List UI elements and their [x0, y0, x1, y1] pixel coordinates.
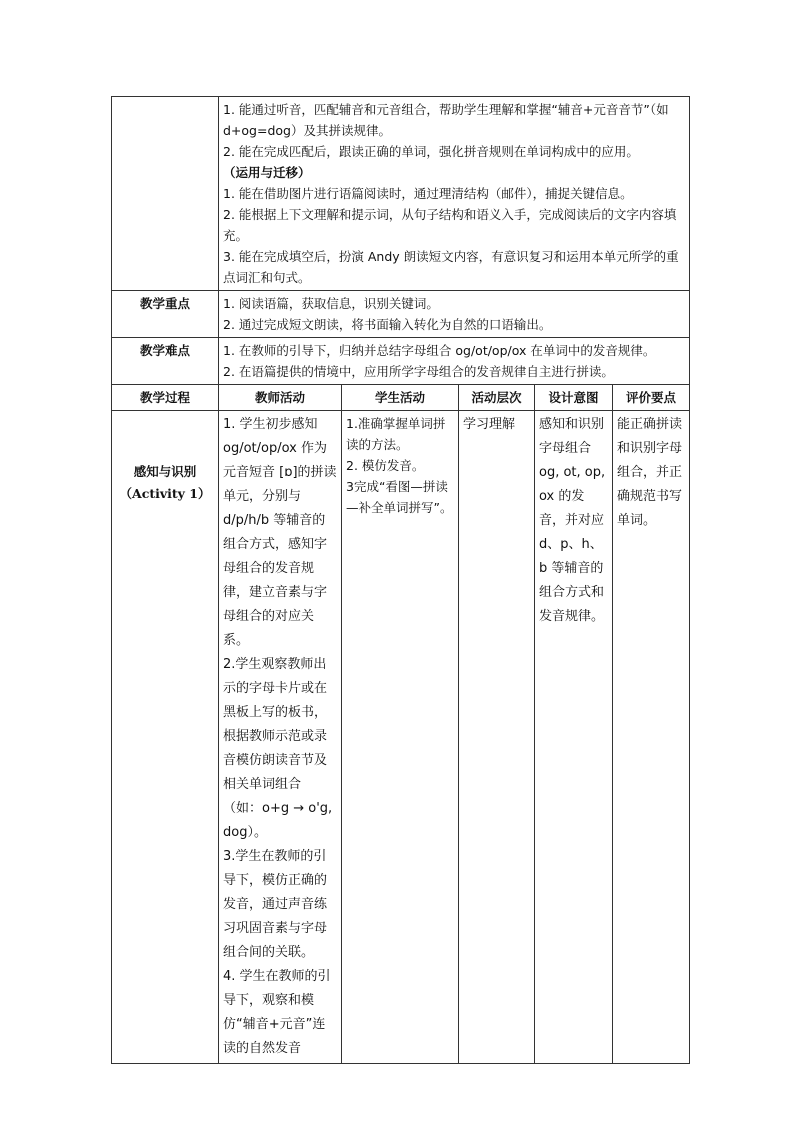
key-points-content: [219, 291, 690, 338]
activity1-level-cell: [459, 411, 535, 1064]
activity1-stage-cell: [112, 411, 219, 1064]
header-design-intent: 设计意图: [535, 385, 613, 411]
student-step: 2. 模仿发音。: [346, 458, 425, 473]
key-points-label: 教学重点: [112, 291, 219, 338]
evaluation-points: 能正确拼读和识别字母组合，并正确规范书写单词。: [617, 417, 683, 528]
objective-line: 3. 能在完成填空后，扮演 Andy 朗读短文内容，有意识复习和运用本单元所学的重点词汇和句式。: [223, 249, 679, 285]
objective-subheading: （运用与迁移）: [223, 165, 311, 180]
objective-line: 2. 能在完成匹配后，跟读正确的单词，强化拼音规则在单词构成中的应用。: [223, 144, 639, 159]
activity1-evaluation-cell: [613, 411, 690, 1064]
student-step: 3完成“看图—拼读—补全单词拼写”。: [346, 479, 453, 515]
lesson-plan-table: [111, 96, 690, 1064]
objectives-label-cell: [112, 97, 219, 291]
activity1-intent-cell: [535, 411, 613, 1064]
activity1-row: [112, 411, 690, 1064]
difficulties-content: [219, 338, 690, 385]
objectives-row: [112, 97, 690, 291]
header-process: 教学过程: [112, 385, 219, 411]
difficulty-line: 2. 在语篇提供的情境中，应用所学字母组合的发音规律自主进行拼读。: [223, 364, 614, 379]
header-activity-level: 活动层次: [459, 385, 535, 411]
activity1-student-cell: [342, 411, 459, 1064]
key-points-row: [112, 291, 690, 338]
difficulty-line: 1. 在教师的引导下，归纳并总结字母组合 og/ot/op/ox 在单词中的发音规律。: [223, 343, 656, 358]
process-header-row: [112, 385, 690, 411]
teacher-step: 3.学生在教师的引导下，模仿正确的发音，通过声音练习巩固音素与字母组合间的关联。: [223, 849, 328, 960]
key-point-line: 1. 阅读语篇，获取信息，识别关键词。: [223, 296, 439, 311]
design-intent: 感知和识别字母组合 og, ot, op, ox 的发音，并对应 d、p、h、b 等辅音的组合方式和发音规律。: [539, 417, 606, 624]
activity-level: 学习理解: [463, 417, 516, 432]
header-student-activity: 学生活动: [342, 385, 459, 411]
activity1-teacher-cell: [219, 411, 342, 1064]
difficulties-label: 教学难点: [112, 338, 219, 385]
student-step: 1.准确掌握单词拼读的方法。: [346, 416, 446, 452]
header-teacher-activity: 教师活动: [219, 385, 342, 411]
objectives-content: [219, 97, 690, 291]
teacher-step: 2.学生观察教师出示的字母卡片或在黑板上写的板书，根据教师示范或录音模仿朗读音节及相关单词组合（如：o+g → o'g, dog）。: [223, 657, 333, 840]
header-evaluation: 评价要点: [613, 385, 690, 411]
key-point-line: 2. 通过完成短文朗读，将书面输入转化为自然的口语输出。: [223, 317, 552, 332]
objective-line: 1. 能通过听音，匹配辅音和元音组合，帮助学生理解和掌握“辅音+元音音节”（如 d+og=dog）及其拼读规律。: [223, 102, 669, 138]
objective-line: 1. 能在借助图片进行语篇阅读时，通过理清结构（邮件），捕捉关键信息。: [223, 186, 633, 201]
activity1-stage-sub: （Activity 1）: [119, 486, 211, 501]
objective-line: 2. 能根据上下文理解和提示词，从句子结构和语义入手，完成阅读后的文字内容填充。: [223, 207, 677, 243]
activity1-stage-label: 感知与识别: [133, 464, 197, 479]
difficulties-row: [112, 338, 690, 385]
teacher-step: 1. 学生初步感知 og/ot/op/ox 作为元音短音 [ɒ]的拼读单元，分别与 d/p/h/b 等辅音的组合方式，感知字母组合的发音规律，建立音素与字母组合的对应关系。: [223, 417, 337, 648]
teacher-step: 4. 学生在教师的引导下，观察和模仿“辅音+元音”连读的自然发音: [223, 969, 331, 1056]
